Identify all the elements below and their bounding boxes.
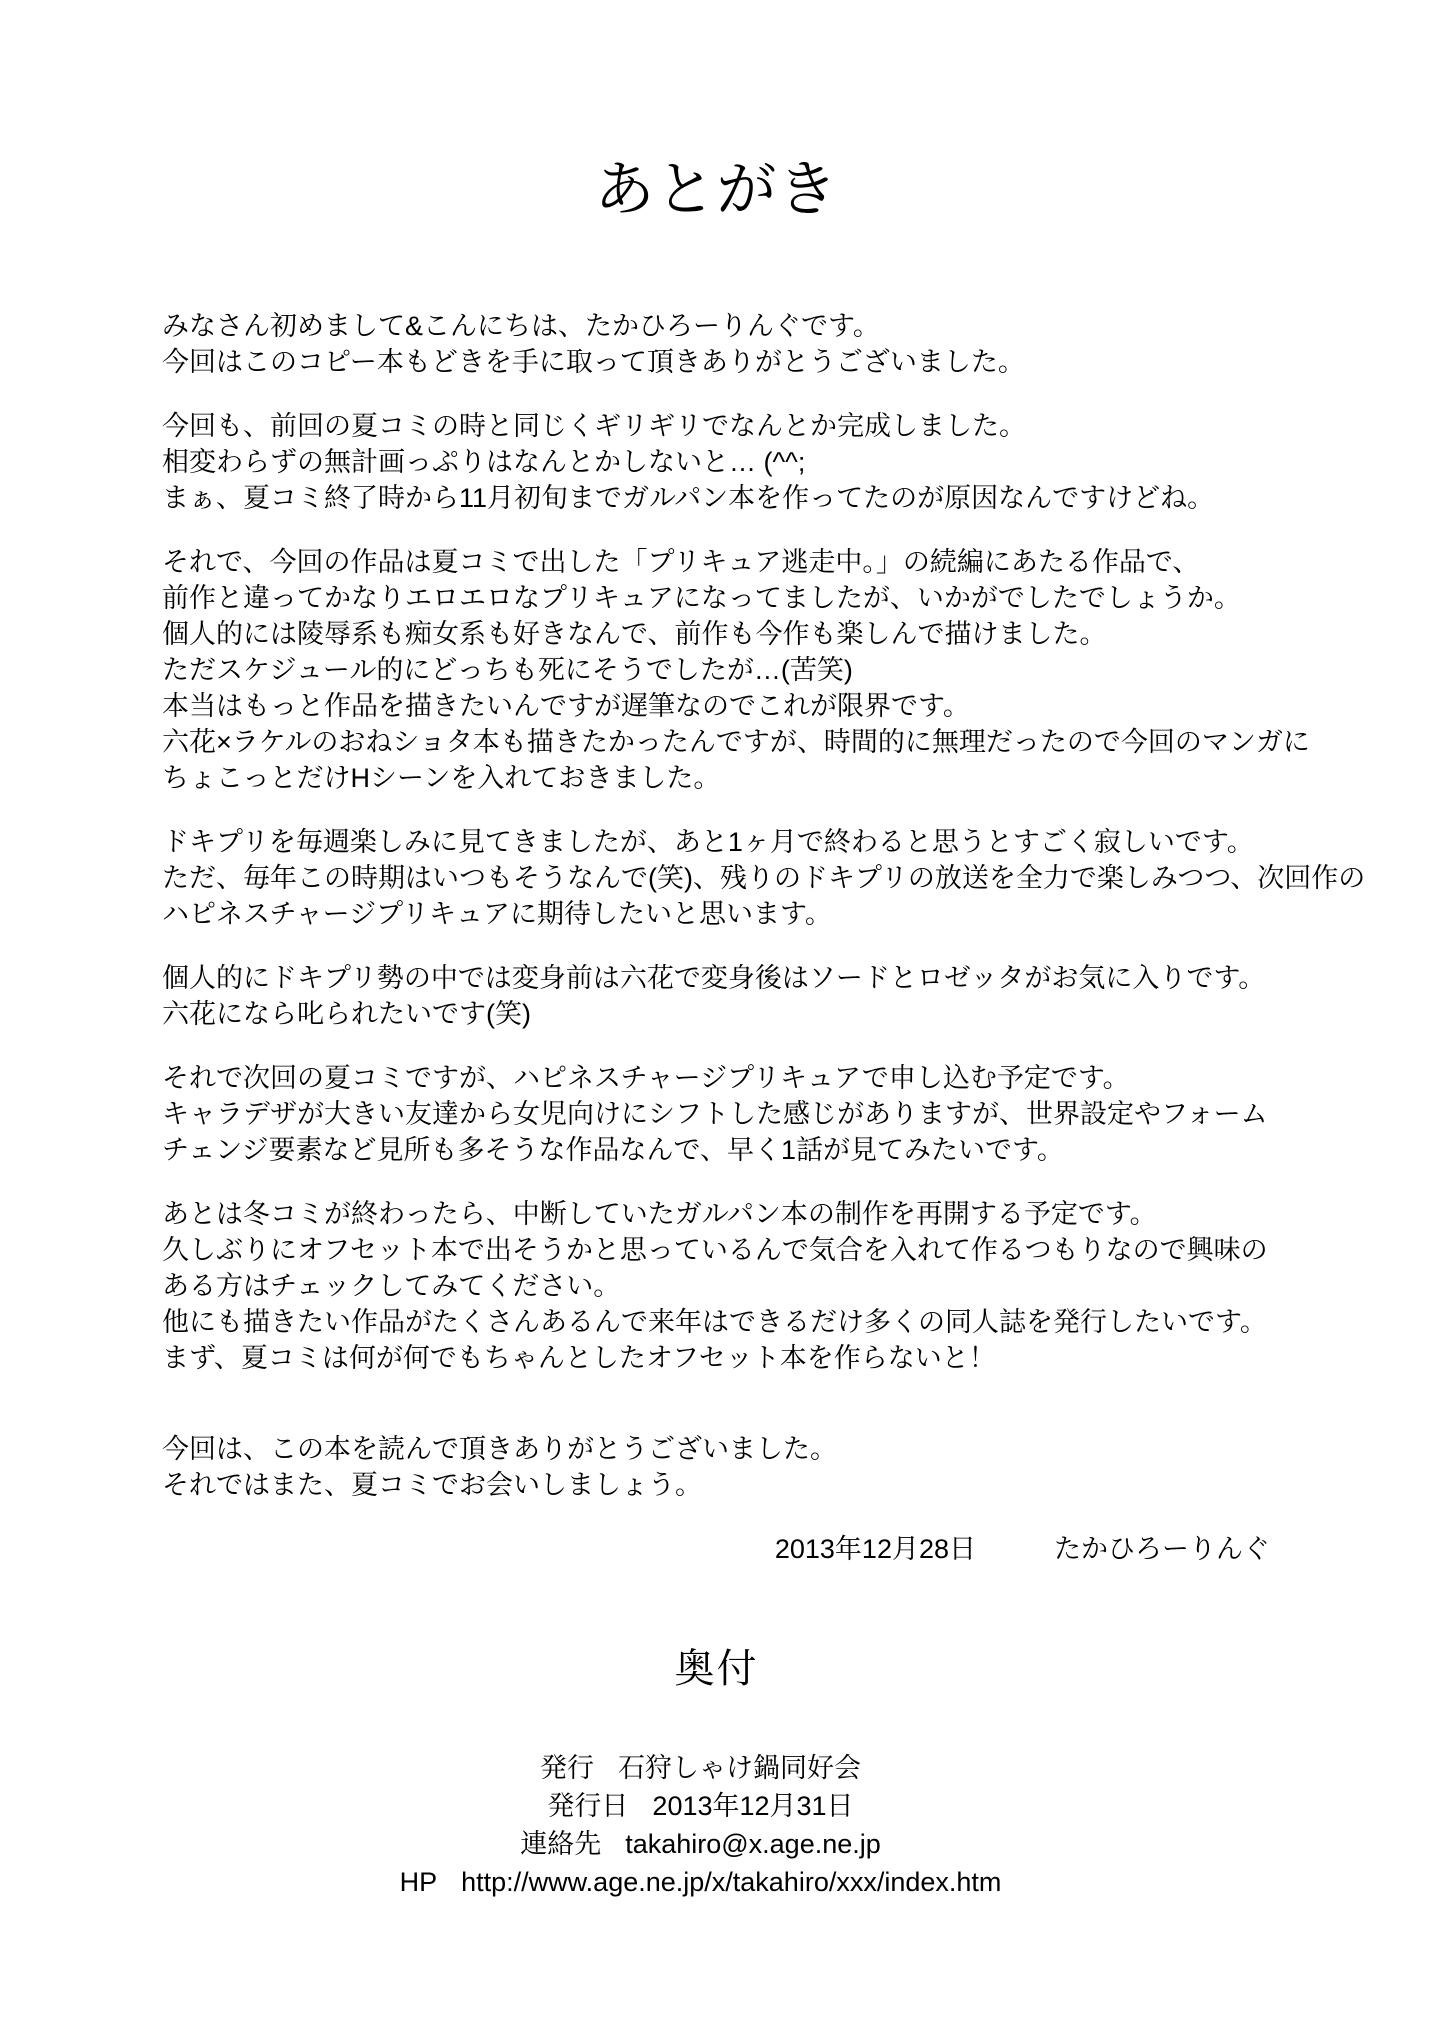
colophon-label: HP: [399, 1867, 438, 1897]
closing-paragraph: [162, 1431, 1403, 1503]
paragraph: [162, 824, 1403, 932]
text-line: 六花×ラケルのおねショタ本も描きたかったんですが、時間的に無理だったので今回のマンガに: [162, 727, 1310, 757]
text-line: キャラデザが大きい友達から女児向けにシフトした感じがありますが、世界設定やフォーム: [162, 1099, 1268, 1129]
text-line: まず、夏コミは何が何でもちゃんとしたオフセット本を作らないと！: [162, 1343, 996, 1373]
text-line: それではまた、夏コミでお会いしましょう。: [162, 1470, 702, 1500]
paragraph: [162, 960, 1403, 1032]
paragraph: [162, 408, 1403, 516]
text-line: 前作と違ってかなりエロエロなプリキュアになってましたが、いかがでしたでしょうか。: [162, 583, 1241, 613]
text-line: ドキプリを毎週楽しみに見てきましたが、あと1ヶ月で終わると思うとすごく寂しいです。: [162, 827, 1254, 857]
text-line: 久しぶりにオフセット本で出そうかと思っているんで気合を入れて作るつもりなので興味の: [162, 1235, 1268, 1265]
colophon-label: 発行: [540, 1753, 594, 1783]
paragraph: [162, 308, 1403, 380]
text-line: 個人的には陵辱系も痴女系も好きなんで、前作も今作も楽しんで描けました。: [162, 619, 1107, 649]
colophon-value: takahiro@x.age.ne.jp: [625, 1829, 881, 1859]
colophon-title: 奥付: [674, 1647, 759, 1691]
text-line: それで、今回の作品は夏コミで出した「プリキュア逃走中。」の続編にあたる作品で、: [162, 547, 1200, 577]
colophon-label: 連絡先: [520, 1829, 602, 1859]
text-line: まぁ、夏コミ終了時から11月初旬までガルパン本を作ってたのが原因なんですけどね。: [162, 483, 1215, 513]
text-line: 本当はもっと作品を描きたいんですが遅筆なのでこれが限界です。: [162, 691, 970, 721]
text-line: 個人的にドキプリ勢の中では変身前は六花で変身後はソードとロゼッタがお気に入りです。: [162, 963, 1266, 993]
text-line: あとは冬コミが終わったら、中断していたガルパン本の制作を再開する予定です。: [162, 1199, 1157, 1229]
colophon-value: 2013年12月31日: [652, 1791, 854, 1821]
colophon-value: http://www.age.ne.jp/x/takahiro/xxx/index.htm: [461, 1867, 1002, 1897]
text-line: 相変わらずの無計画っぷりはなんとかしないと… (^^;: [162, 447, 806, 477]
colophon-block: [0, 1749, 1433, 1901]
text-line: チェンジ要素など見所も多そうな作品なんで、早く1話が見てみたいです。: [162, 1135, 1064, 1165]
paragraph: [162, 1196, 1403, 1376]
signoff-date: 2013年12月28日: [774, 1534, 976, 1564]
text-line: 今回は、この本を読んで頂きありがとうございました。: [162, 1434, 837, 1464]
afterword-body: [162, 308, 1403, 1503]
text-line: 今回はこのコピー本もどきを手に取って頂きありがとうございました。: [162, 347, 1025, 377]
text-line: ただスケジュール的にどっちも死にそうでしたが…(苦笑): [162, 655, 853, 685]
signoff-author: たかひろーりんぐ: [1054, 1534, 1270, 1564]
page-title: あとがき: [594, 156, 839, 223]
colophon-row: [0, 1787, 1417, 1825]
paragraph: [162, 544, 1403, 796]
colophon-label: 発行日: [547, 1791, 629, 1821]
text-line: ハピネスチャージプリキュアに期待したいと思います。: [162, 899, 832, 929]
text-line: それで次回の夏コミですが、ハピネスチャージプリキュアで申し込む予定です。: [162, 1063, 1130, 1093]
colophon-value: 石狩しゃけ鍋同好会: [618, 1753, 861, 1783]
text-line: 他にも描きたい作品がたくさんあるんで来年はできるだけ多くの同人誌を発行したいです。: [162, 1307, 1267, 1337]
text-line: 今回も、前回の夏コミの時と同じくギリギリでなんとか完成しました。: [162, 411, 1026, 441]
text-line: ただ、毎年この時期はいつもそうなんで(笑)、残りのドキプリの放送を全力で楽しみつつ、次回作の: [162, 863, 1366, 893]
text-line: ある方はチェックしてみてください。: [162, 1271, 621, 1301]
colophon-row: [0, 1749, 1417, 1787]
signoff-line: [0, 1531, 1433, 1567]
paragraph: [162, 1060, 1403, 1168]
text-line: 六花になら叱られたいです(笑): [162, 999, 531, 1029]
colophon-row: [0, 1863, 1417, 1901]
colophon-row: [0, 1825, 1417, 1863]
text-line: みなさん初めまして&こんにちは、たかひろーりんぐです。: [162, 311, 880, 341]
text-line: ちょこっとだけHシーンを入れておきました。: [162, 763, 721, 793]
